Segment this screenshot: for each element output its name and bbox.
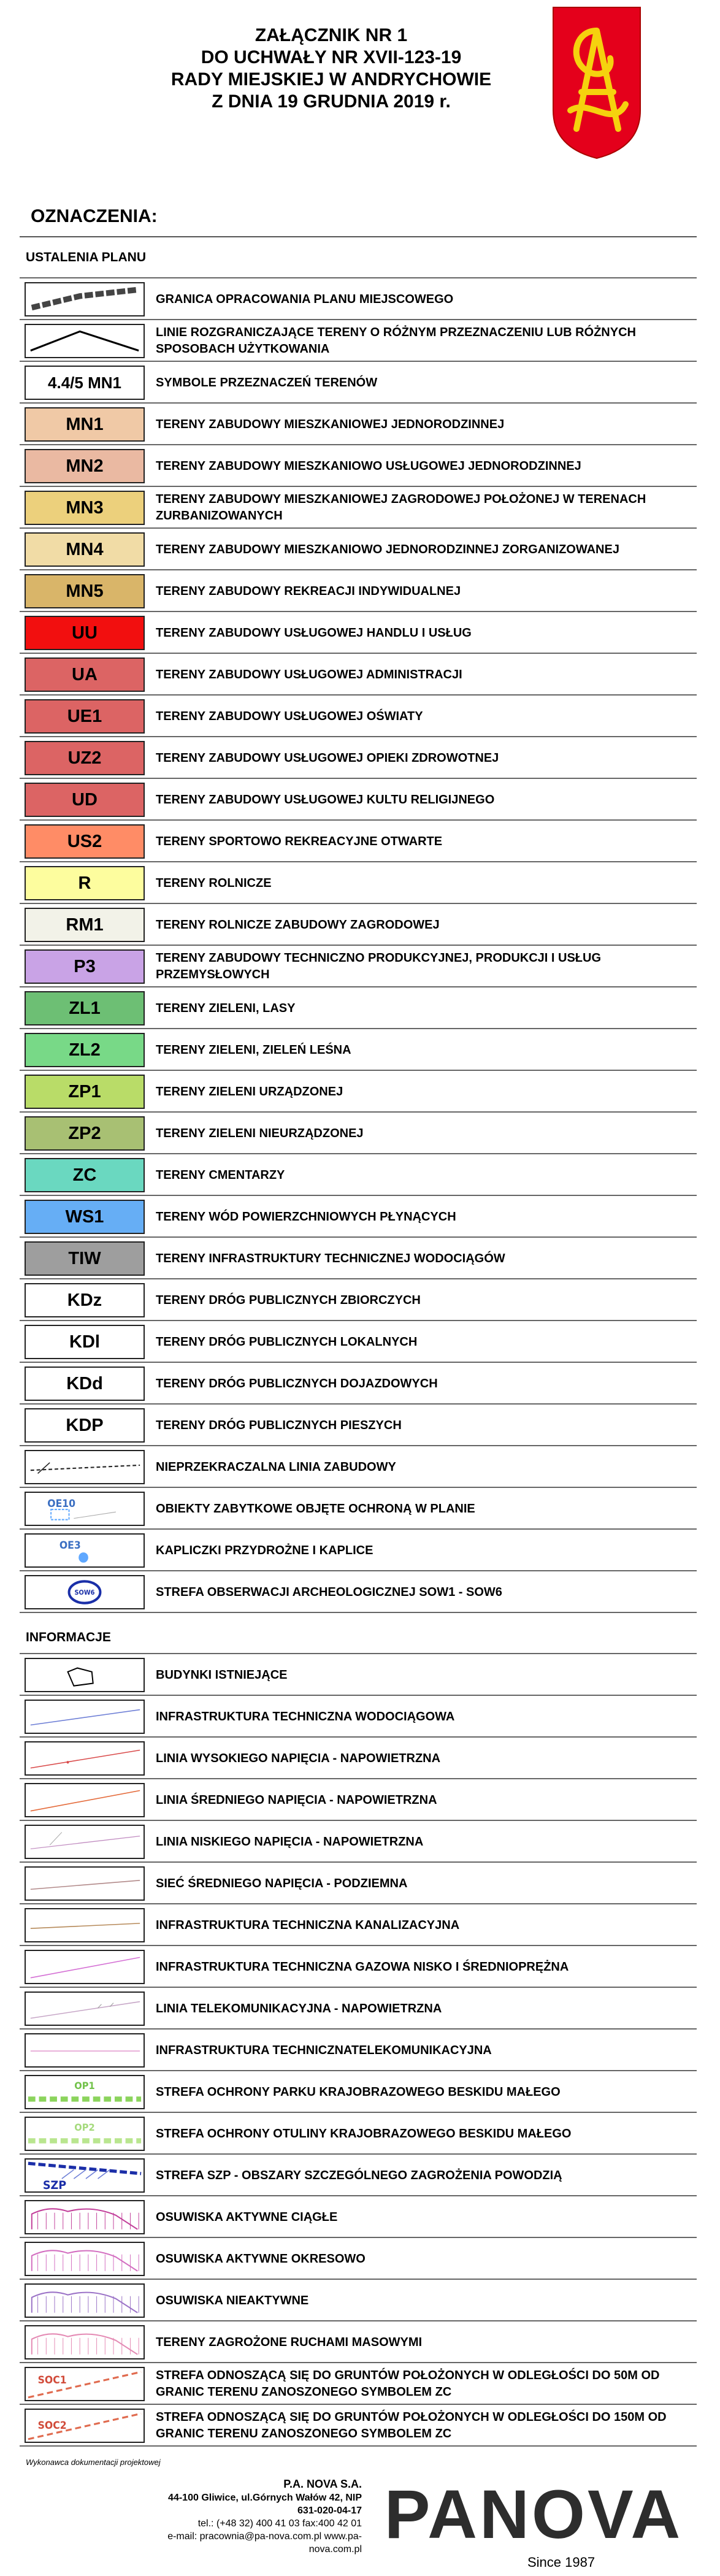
legend-description: LINIA ŚREDNIEGO NAPIĘCIA - NAPOWIETRZNA	[156, 1793, 437, 1807]
legend-row	[20, 1487, 697, 1528]
svg-text:SZP: SZP	[42, 2179, 67, 2191]
legend-symbol: MN2	[66, 456, 104, 476]
logo-text: PANOVA	[384, 2476, 683, 2553]
legend-symbol: MN4	[66, 539, 104, 559]
legend-description: KAPLICZKI PRZYDROŻNE I KAPLICE	[156, 1543, 373, 1557]
legend-row	[20, 486, 697, 527]
legend-row	[20, 1695, 697, 1736]
legend-description: STREFA ODNOSZĄCĄ SIĘ DO GRUNTÓW POŁOŻONYCH W ODLEGŁOŚCI DO 150M OD GRANIC TERENU ZANOSZONEGO SYMBOLEM ZC	[156, 2410, 667, 2440]
legend-description: STREFA OBSERWACJI ARCHEOLOGICZNEJ SOW1 - SOW6	[156, 1585, 502, 1599]
legend-description: TERENY ZABUDOWY MIESZKANIOWEJ JEDNORODZINNEJ	[156, 417, 505, 431]
legend-row	[20, 361, 697, 402]
legend-description: SIEĆ ŚREDNIEGO NAPIĘCIA - PODZIEMNA	[156, 1876, 408, 1890]
legend-row	[20, 277, 697, 319]
periodic-landslide-icon	[25, 2242, 145, 2276]
divider	[20, 2445, 697, 2447]
legend-description: TERENY ZIELENI, LASY	[156, 1001, 296, 1015]
divider	[20, 1612, 697, 1613]
legend-description: GRANICA OPRACOWANIA PLANU MIEJSCOWEGO	[156, 292, 454, 306]
legend-description: TERENY ZABUDOWY USŁUGOWEJ ADMINISTRACJI	[156, 667, 462, 681]
legend-swatch	[25, 1116, 145, 1151]
legend-symbol	[28, 1494, 47, 1503]
legend-title: OZNACZENIA:	[31, 206, 158, 226]
legend-row	[20, 1903, 697, 1945]
legend-row	[20, 2112, 697, 2153]
company-phone: tel.: (+48 32) 400 41 03 fax:400 42 01	[197, 2518, 362, 2529]
low-voltage-icon	[25, 1825, 145, 1859]
legend-description: TERENY ZABUDOWY USŁUGOWEJ OPIEKI ZDROWOTNEJ	[156, 751, 499, 765]
legend-symbol: P3	[74, 956, 96, 976]
legend-row	[20, 2320, 697, 2362]
title-line-2: DO UCHWAŁY NR XVII-123-19	[201, 47, 462, 67]
legend-row	[20, 1070, 697, 1111]
legend-swatch	[25, 1367, 145, 1401]
legend-description: INFRASTRUKTURA TECHNICZNA WODOCIĄGOWA	[156, 1709, 455, 1723]
legend-symbol: ZP2	[68, 1123, 101, 1143]
svg-text:A: A	[594, 81, 599, 88]
legend-description: TERENY ZIELENI NIEURZĄDZONEJ	[156, 1126, 364, 1140]
legend-row	[20, 2070, 697, 2112]
gas-line-icon	[25, 1950, 145, 1984]
legend-description: TERENY ZABUDOWY USŁUGOWEJ OŚWIATY	[156, 709, 423, 723]
legend-symbol: MN5	[66, 581, 104, 601]
underground-cable-icon	[25, 1866, 145, 1901]
legend-row	[20, 2237, 697, 2279]
legend-description: TERENY ZABUDOWY MIESZKANIOWO USŁUGOWEJ JEDNORODZINNEJ	[156, 459, 581, 473]
legend-description: TERENY INFRASTRUKTURY TECHNICZNEJ WODOCIĄGÓW	[156, 1251, 505, 1265]
legend-description: TERENY ROLNICZE	[156, 876, 272, 890]
panova-logo-icon	[380, 2466, 687, 2558]
legend-description: TERENY WÓD POWIERZCHNIOWYCH PŁYNĄCYCH	[156, 1209, 456, 1224]
legend-swatch	[25, 366, 145, 400]
legend-description: TERENY SPORTOWO REKREACYJNE OTWARTE	[156, 834, 443, 848]
legend-symbol	[28, 2369, 48, 2378]
section-plan-heading: USTALENIA PLANU	[26, 250, 146, 264]
legend-row	[20, 2362, 697, 2404]
legend-swatch	[25, 866, 145, 900]
footer-note: Wykonawca dokumentacji projektowej	[26, 2458, 161, 2467]
legend-symbol: KDz	[67, 1290, 102, 1310]
legend-row	[20, 903, 697, 945]
legend-row	[20, 527, 697, 569]
legend-symbol: ZP1	[68, 1081, 101, 1102]
legend-swatch	[25, 407, 145, 442]
legend-symbol	[28, 1536, 43, 1544]
legend-swatch	[25, 491, 145, 525]
legend-description: OBIEKTY ZABYTKOWE OBJĘTE OCHRONĄ W PLANIE	[156, 1501, 475, 1516]
legend-description: SYMBOLE PRZEZNACZEŃ TERENÓW	[156, 375, 378, 389]
legend-row	[20, 1362, 697, 1403]
medium-voltage-icon	[25, 1783, 145, 1817]
company-details	[153, 2478, 362, 2556]
svg-text:SOC2: SOC2	[37, 2419, 67, 2432]
legend-swatch	[25, 908, 145, 942]
legend-row	[20, 1736, 697, 1778]
svg-text:OP1: OP1	[74, 2080, 95, 2091]
legend-description: TERENY ROLNICZE ZABUDOWY ZAGRODOWEJ	[156, 918, 440, 932]
title-line-1: ZAŁĄCZNIK NR 1	[255, 25, 408, 45]
legend-description: TERENY DRÓG PUBLICZNYCH DOJAZDOWYCH	[156, 1376, 438, 1390]
legend-description: NIEPRZEKRACZALNA LINIA ZABUDOWY	[156, 1460, 396, 1474]
legend-row	[20, 444, 697, 486]
legend-row	[20, 2153, 697, 2195]
legend-symbol	[28, 2077, 43, 2086]
legend-swatch	[25, 574, 145, 608]
legend-symbol	[28, 1577, 50, 1586]
legend-row	[20, 861, 697, 903]
sewer-icon	[25, 1908, 145, 1942]
legend-row	[20, 1403, 697, 1445]
legend-description: INFRASTRUKTURA TECHNICZNATELEKOMUNIKACYJNA	[156, 2043, 492, 2057]
legend-description: INFRASTRUKTURA TECHNICZNA GAZOWA NISKO I ŚREDNIOPRĘŻNA	[156, 1960, 569, 1974]
legend-description: BUDYNKI ISTNIEJĄCE	[156, 1668, 288, 1682]
title-line-4: Z DNIA 19 GRUDNIA 2019 r.	[212, 91, 451, 112]
legend-swatch	[25, 1075, 145, 1109]
soc2-zone-icon	[25, 2409, 145, 2443]
legend-row	[20, 2195, 697, 2237]
legend-row	[20, 778, 697, 819]
legend-swatch	[25, 616, 145, 650]
legend-row	[20, 1820, 697, 1861]
legend-swatch	[25, 1408, 145, 1443]
legend-row	[20, 1861, 697, 1903]
svg-text:OE10: OE10	[47, 1497, 76, 1509]
legend-symbol: UU	[72, 623, 98, 643]
legend-row	[20, 1445, 697, 1487]
legend-row	[20, 1278, 697, 1320]
legend-description: TERENY DRÓG PUBLICZNYCH PIESZYCH	[156, 1418, 402, 1432]
legend-row	[20, 2279, 697, 2320]
legend-swatch	[25, 783, 145, 817]
section-info-heading: INFORMACJE	[26, 1630, 111, 1644]
legend-description: TERENY DRÓG PUBLICZNYCH ZBIORCZYCH	[156, 1293, 421, 1307]
legend-description: TERENY ZABUDOWY MIESZKANIOWEJ ZAGRODOWEJ POŁOŻONEJ W TERENACH ZURBANIZOWANYCH	[156, 493, 646, 523]
svg-text:SOW6: SOW6	[74, 1589, 95, 1597]
legend-description: TERENY ZABUDOWY TECHNICZNO PRODUKCYJNEJ, PRODUKCJI I USŁUG PRZEMYSŁOWYCH	[156, 951, 601, 981]
legend-description: INFRASTRUKTURA TECHNICZNA KANALIZACYJNA	[156, 1918, 460, 1932]
legend-swatch	[25, 1325, 145, 1359]
soc1-zone-icon	[25, 2367, 145, 2401]
legend-swatch	[25, 949, 145, 984]
legend-swatch	[25, 824, 145, 859]
legend-row	[20, 2404, 697, 2445]
legend-row	[20, 2028, 697, 2070]
legend-symbol: KDl	[69, 1332, 100, 1352]
flood-zone-icon	[25, 2158, 145, 2193]
telecom-infra-icon	[25, 2033, 145, 2068]
legend-swatch	[25, 1200, 145, 1234]
legend-row	[20, 1195, 697, 1236]
legend-swatch	[25, 991, 145, 1025]
dividing-line-icon	[25, 324, 145, 358]
building-icon	[25, 1658, 145, 1692]
plan-boundary-icon	[25, 282, 145, 316]
legend-description: STREFA OCHRONY OTULINY KRAJOBRAZOWEGO BESKIDU MAŁEGO	[156, 2126, 572, 2141]
legend-symbol: UE1	[67, 706, 102, 726]
legend-description: STREFA OCHRONY PARKU KRAJOBRAZOWEGO BESKIDU MAŁEGO	[156, 2085, 561, 2099]
legend-row	[20, 1153, 697, 1195]
legend-symbol: ZL2	[69, 1040, 101, 1060]
legend-description: STREFA SZP - OBSZARY SZCZEGÓLNEGO ZAGROŻENIA POWODZIĄ	[156, 2168, 562, 2182]
legend-swatch	[25, 741, 145, 775]
legend-description: LINIA NISKIEGO NAPIĘCIA - NAPOWIETRZNA	[156, 1834, 424, 1849]
legend-row	[20, 986, 697, 1028]
legend-row	[20, 694, 697, 736]
svg-text:OE3: OE3	[59, 1539, 81, 1551]
legend-description: TERENY CMENTARZY	[156, 1168, 285, 1182]
legend-description: TERENY ZABUDOWY REKREACJI INDYWIDUALNEJ	[156, 584, 461, 598]
company-name: P.A. NOVA S.A.	[283, 2478, 362, 2490]
legend-swatch	[25, 1158, 145, 1192]
high-voltage-icon	[25, 1741, 145, 1776]
legend-row	[20, 653, 697, 694]
company-email: e-mail: pracownia@pa-nova.com.pl www.pa-nova.com.pl	[167, 2531, 362, 2555]
park-zone-icon	[25, 2075, 145, 2109]
legend-row	[20, 819, 697, 861]
legend-symbol: KDP	[66, 1415, 104, 1435]
legend-description: TERENY ZIELENI URZĄDZONEJ	[156, 1084, 343, 1098]
legend-description: OSUWISKA AKTYWNE CIĄGŁE	[156, 2210, 338, 2224]
legend-symbol	[28, 2411, 48, 2420]
legend-symbol: UZ2	[67, 748, 102, 768]
telecom-line-icon	[25, 1991, 145, 2026]
legend-row	[20, 736, 697, 778]
legend-symbol: MN3	[66, 497, 104, 518]
legend-symbol: ZC	[72, 1165, 97, 1185]
legend-description: TERENY ZABUDOWY USŁUGOWEJ KULTU RELIGIJNEGO	[156, 792, 495, 807]
legend-row	[20, 1236, 697, 1278]
legend-swatch	[25, 1241, 145, 1276]
legend-symbol: TIW	[68, 1248, 101, 1268]
legend-row	[20, 569, 697, 611]
legend-row	[20, 1570, 697, 1612]
legend-symbol: 4.4/5 MN1	[48, 373, 121, 392]
legend-row	[20, 1945, 697, 1987]
legend-description: OSUWISKA NIEAKTYWNE	[156, 2293, 309, 2307]
legend-description: TERENY ZABUDOWY MIESZKANIOWO JEDNORODZINNEJ ZORGANIZOWANEJ	[156, 542, 619, 556]
building-line-icon	[25, 1450, 145, 1484]
legend-description: STREFA ODNOSZĄCĄ SIĘ DO GRUNTÓW POŁOŻONYCH W ODLEGŁOŚCI DO 50M OD GRANIC TERENU ZANOSZONEGO SYMBOLEM ZC	[156, 2369, 660, 2399]
legend-symbol: US2	[67, 831, 102, 851]
legend-description: TERENY ZIELENI, ZIELEŃ LEŚNA	[156, 1043, 351, 1057]
legend-row	[20, 1987, 697, 2028]
legend-symbol: UD	[72, 789, 98, 810]
legend-symbol: KDd	[66, 1373, 103, 1393]
legend-row	[20, 1028, 697, 1070]
water-line-icon	[25, 1700, 145, 1734]
legend-symbol: WS1	[65, 1206, 104, 1227]
document-title	[159, 25, 503, 113]
legend-row	[20, 319, 697, 361]
legend-row	[20, 1778, 697, 1820]
legend-row	[20, 945, 697, 986]
legend-row	[20, 402, 697, 444]
legend-description: TERENY ZAGROŻONE RUCHAMI MASOWYMI	[156, 2335, 423, 2349]
legend-symbol: RM1	[66, 914, 104, 935]
legend-symbol: MN1	[66, 414, 104, 434]
chapel-icon	[25, 1533, 145, 1568]
legend-description: LINIA TELEKOMUNIKACYJNA - NAPOWIETRZNA	[156, 2001, 442, 2015]
title-line-3: RADY MIEJSKIEJ W ANDRYCHOWIE	[170, 69, 492, 90]
legend-description: TERENY DRÓG PUBLICZNYCH LOKALNYCH	[156, 1335, 418, 1349]
legend-row	[20, 1320, 697, 1362]
monument-icon	[25, 1492, 145, 1526]
legend-row	[20, 1111, 697, 1153]
svg-text:OP2: OP2	[74, 2122, 95, 2133]
svg-text:SOC1: SOC1	[37, 2374, 67, 2386]
legend-description: OSUWISKA AKTYWNE OKRESOWO	[156, 2252, 366, 2266]
legend-symbol: R	[78, 873, 91, 893]
legend-row	[20, 611, 697, 653]
legend-swatch	[25, 449, 145, 483]
legend-swatch	[25, 1283, 145, 1317]
company-address: 44-100 Gliwice, ul.Górnych Wałów 42, NIP 631-020-04-17	[168, 2493, 362, 2516]
legend-swatch	[25, 1033, 145, 1067]
legend-row	[20, 1653, 697, 1695]
legend-description: LINIE ROZGRANICZAJĄCE TERENY O RÓŻNYM PRZEZNACZENIU LUB RÓŻNYCH SPOSOBACH UŻYTKOWANIA	[156, 326, 636, 356]
active-landslide-icon	[25, 2200, 145, 2234]
legend-description: TERENY ZABUDOWY USŁUGOWEJ HANDLU I USŁUG	[156, 626, 472, 640]
legend-swatch	[25, 532, 145, 567]
legend-swatch	[25, 657, 145, 692]
coat-of-arms-icon	[552, 6, 641, 159]
legend-symbol	[28, 2119, 43, 2128]
since-label: Since 1987	[527, 2555, 596, 2570]
legend-symbol: UA	[72, 664, 98, 684]
legend-description: LINIA WYSOKIEGO NAPIĘCIA - NAPOWIETRZNA	[156, 1751, 441, 1765]
legend-row	[20, 1528, 697, 1570]
archaeology-icon	[25, 1575, 145, 1609]
divider	[20, 236, 697, 237]
mass-movement-icon	[25, 2325, 145, 2359]
buffer-zone-icon	[25, 2117, 145, 2151]
legend-symbol: ZL1	[69, 998, 101, 1018]
legend-symbol	[28, 2161, 42, 2169]
inactive-landslide-icon	[25, 2283, 145, 2318]
legend-swatch	[25, 699, 145, 734]
